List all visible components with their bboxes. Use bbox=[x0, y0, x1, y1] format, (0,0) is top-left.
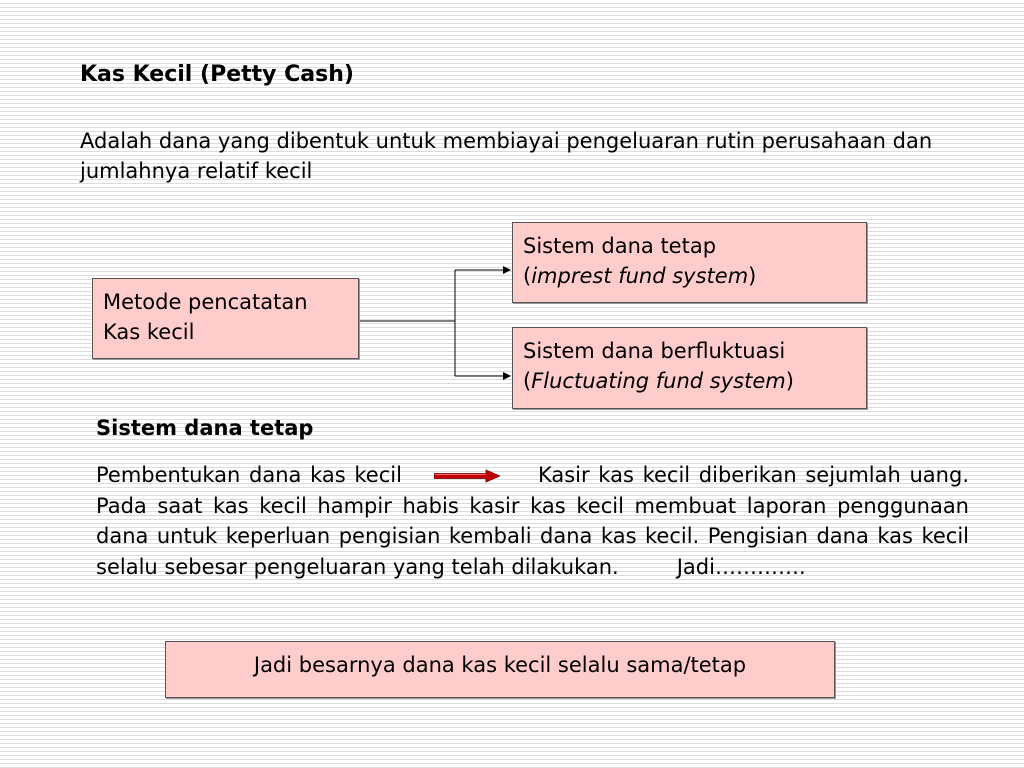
fixed-fund-subtitle: (imprest fund system) bbox=[523, 264, 757, 288]
fixed-fund-box bbox=[512, 222, 867, 303]
fixed-fund-title: Sistem dana tetap bbox=[523, 234, 717, 258]
section-heading: Sistem dana tetap bbox=[96, 416, 314, 440]
paragraph-tail: Jadi…………. bbox=[676, 554, 806, 579]
method-box bbox=[92, 278, 359, 359]
conclusion-text: Jadi besarnya dana kas kecil selalu sama/tetap bbox=[253, 653, 747, 677]
slide-title: Kas Kecil (Petty Cash) bbox=[80, 62, 354, 87]
paragraph-start: Pembentukan dana kas kecil bbox=[96, 463, 402, 487]
fluctuating-fund-title: Sistem dana berfluktuasi bbox=[523, 339, 786, 363]
conclusion-box bbox=[165, 641, 835, 698]
fluctuating-fund-subtitle: (Fluctuating fund system) bbox=[523, 369, 794, 393]
method-box-line2: Kas kecil bbox=[103, 320, 195, 344]
red-arrow-icon bbox=[434, 469, 500, 483]
fluctuating-fund-box bbox=[512, 327, 867, 409]
section-paragraph bbox=[96, 460, 969, 582]
definition-text: Adalah dana yang dibentuk untuk membiayai pengeluaran rutin perusahaan dan jumlahnya relatif kecil bbox=[80, 129, 933, 183]
method-box-line1: Metode pencatatan bbox=[103, 290, 308, 314]
paragraph-rest: Kasir kas kecil diberikan sejumlah uang. Pada saat kas kecil hampir habis kasir kas kecil membuat laporan penggunaan dana untuk keperluan pengisian kembali dana kas kecil. Pengisian dana kas kecil selalu sebesar pengeluaran yang telah dilakukan. bbox=[96, 463, 969, 579]
